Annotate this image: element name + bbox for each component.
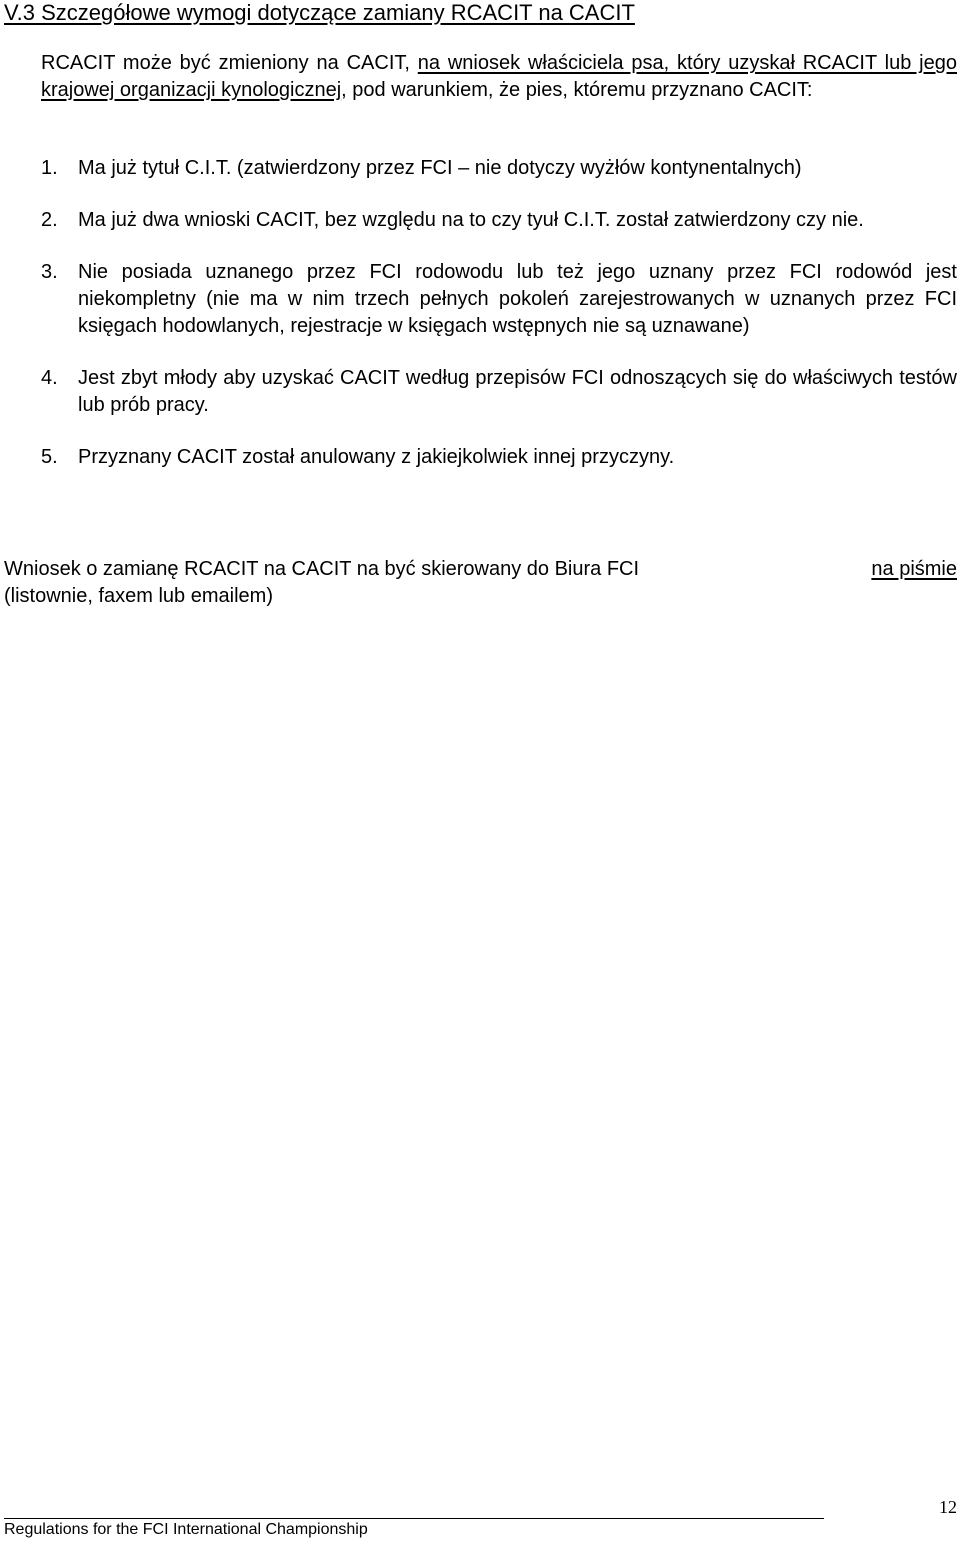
footer-divider <box>4 1518 824 1519</box>
requirement-number: 5. <box>41 446 58 468</box>
closing-text-after: (listownie, faxem lub emailem) <box>4 585 273 607</box>
requirement-text: Jest zbyt młody aby uzyskać CACIT według przepisów FCI odnoszących się do właściwych testów lub prób pracy. <box>78 367 957 416</box>
footer-text: Regulations for the FCI International Championship <box>4 1521 368 1538</box>
closing-line-1 <box>4 556 957 583</box>
requirement-item <box>41 155 957 182</box>
requirement-text: Przyznany CACIT został anulowany z jakiejkolwiek innej przyczyny. <box>78 446 675 468</box>
requirement-text: Ma już tytuł C.I.T. (zatwierdzony przez FCI – nie dotyczy wyżłów kontynentalnych) <box>78 157 802 179</box>
requirement-number: 4. <box>41 367 58 389</box>
requirement-number: 3. <box>41 261 58 283</box>
section-title: V.3 Szczegółowe wymogi dotyczące zamiany RCACIT na CACIT <box>4 0 635 25</box>
intro-text-before: RCACIT może być zmieniony na CACIT, <box>41 52 418 74</box>
requirement-number: 1. <box>41 157 58 179</box>
requirement-item <box>41 444 957 471</box>
requirement-item <box>41 365 957 419</box>
intro-paragraph <box>41 50 957 104</box>
closing-underlined-text: na piśmie <box>871 558 957 580</box>
page-number: 12 <box>939 1497 957 1517</box>
requirement-item <box>41 207 957 234</box>
intro-underlined-text: na wniosek właściciela psa, który uzyskał RCACIT lub jego krajowej organizacji kynologicznej <box>41 52 957 101</box>
requirements-list <box>41 155 957 496</box>
closing-text-before: Wniosek o zamianę RCACIT na CACIT na być skierowany do Biura FCI <box>4 558 640 580</box>
requirement-number: 2. <box>41 209 58 231</box>
requirement-text: Nie posiada uznanego przez FCI rodowodu lub też jego uznany przez FCI rodowód jest niekompletny (nie ma w nim trzech pełnych pokoleń zarejestrowanych w uznanych przez FCI księgach hodowlanych, rejestracje w księgach wstępnych nie są uznawane) <box>78 261 957 337</box>
closing-paragraph <box>4 556 957 610</box>
intro-text-after: , pod warunkiem, że pies, któremu przyznano CACIT: <box>341 79 813 101</box>
requirement-item <box>41 259 957 340</box>
requirement-text: Ma już dwa wnioski CACIT, bez względu na to czy tyuł C.I.T. został zatwierdzony czy nie. <box>78 209 864 231</box>
